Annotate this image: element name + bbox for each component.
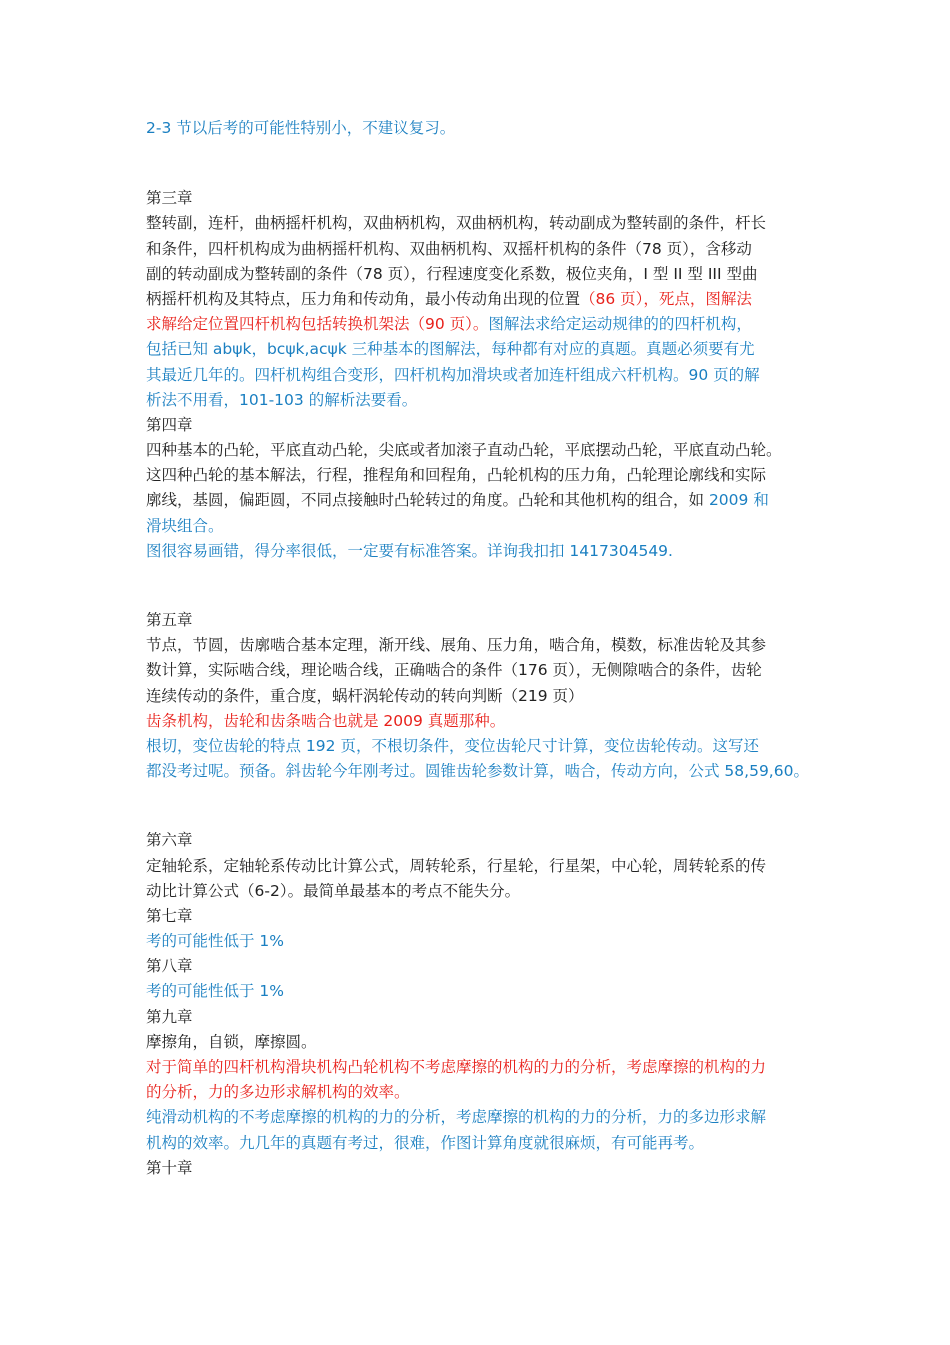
chapter-5-line-4: 齿条机构，齿轮和齿条啮合也就是 2009 真题那种。 bbox=[146, 711, 506, 730]
chapter-4-line-1: 四种基本的凸轮，平底直动凸轮，尖底或者加滚子直动凸轮，平底摆动凸轮，平底直动凸轮。 bbox=[146, 441, 782, 460]
chapter-4-line-5: 图很容易画错，得分率很低，一定要有标准答案。详询我扣扣 1417304549. bbox=[146, 541, 673, 560]
chapter-5-line-1: 节点，节圆，齿廓啮合基本定理，渐开线、展角、压力角，啮合角，模数，标准齿轮及其参 bbox=[146, 636, 767, 655]
chapter-6-heading: 第六章 bbox=[146, 831, 193, 850]
chapter-3-line-2: 和条件，四杆机构成为曲柄摇杆机构、双曲柄机构、双摇杆机构的条件（78 页），含移动 bbox=[146, 239, 752, 258]
chapter-4-line-2: 这四种凸轮的基本解法，行程，推程角和回程角，凸轮机构的压力角，凸轮理论廓线和实际 bbox=[146, 466, 767, 485]
chapter-5-line-5: 根切，变位齿轮的特点 192 页，不根切条件，变位齿轮尺寸计算，变位齿轮传动。这写还 bbox=[146, 736, 759, 755]
chapter-7-line-1: 考的可能性低于 1% bbox=[146, 932, 285, 951]
chapter-3-line-7: 其最近几年的。四杆机构组合变形，四杆机构加滑块或者加连杆组成六杆机构。90 页的解 bbox=[146, 365, 760, 384]
chapter-4-line-3-note: 2009 和 bbox=[704, 491, 769, 510]
chapter-6-line-1: 定轴轮系，定轴轮系传动比计算公式，周转轮系，行星轮，行星架，中心轮，周转轮系的传 bbox=[146, 856, 767, 875]
chapter-3-heading: 第三章 bbox=[146, 189, 193, 208]
chapter-8-heading: 第八章 bbox=[146, 957, 193, 976]
spacer bbox=[146, 784, 810, 828]
chapter-3-line-3: 副的转动副成为整转副的条件（78 页），行程速度变化系数，极位夹角，I 型 II 型 III 型曲 bbox=[146, 264, 758, 283]
chapter-4-heading: 第四章 bbox=[146, 415, 193, 434]
chapter-4-line-4: 滑块组合。 bbox=[146, 516, 224, 535]
chapter-10-heading: 第十章 bbox=[146, 1158, 193, 1177]
chapter-5-line-3: 连续传动的条件，重合度，蜗杆涡轮传动的转向判断（219 页） bbox=[146, 686, 584, 705]
chapter-3-line-5 bbox=[146, 312, 810, 337]
chapter-5-line-2: 数计算，实际啮合线，理论啮合线，正确啮合的条件（176 页），无侧隙啮合的条件，齿轮 bbox=[146, 661, 762, 680]
chapter-9-line-5: 机构的效率。九几年的真题有考过，很难，作图计算角度就很麻烦，有可能再考。 bbox=[146, 1133, 705, 1152]
chapter-9-line-2: 对于简单的四杆机构滑块机构凸轮机构不考虑摩擦的机构的力的分析，考虑摩擦的机构的力 bbox=[146, 1058, 767, 1076]
chapter-9-heading: 第九章 bbox=[146, 1007, 193, 1026]
chapter-4-line-3 bbox=[146, 488, 810, 513]
chapter-3-line-4-highlight: （86 页），死点，图解法 bbox=[580, 289, 752, 308]
chapter-8-line-1: 考的可能性低于 1% bbox=[146, 982, 285, 1001]
chapter-9-line-3: 的分析，力的多边形求解机构的效率。 bbox=[146, 1083, 410, 1102]
chapter-5-heading: 第五章 bbox=[146, 611, 193, 629]
chapter-3-line-4-text: 柄摇杆机构及其特点，压力角和传动角，最小传动角出现的位置 bbox=[146, 289, 581, 308]
document-page bbox=[146, 116, 810, 1181]
chapter-9-line-4: 纯滑动机构的不考虑摩擦的机构的力的分析，考虑摩擦的机构的力的分析，力的多边形求解 bbox=[146, 1108, 767, 1127]
chapter-9-line-1: 摩擦角，自锁，摩擦圆。 bbox=[146, 1032, 317, 1051]
chapter-3-line-5-note: 图解法求给定运动规律的的四杆机构， bbox=[488, 315, 752, 334]
chapter-5-line-6: 都没考过呢。预备。斜齿轮今年刚考过。圆锥齿轮参数计算，啮合，传动方向，公式 58,59,60。 bbox=[146, 762, 809, 781]
chapter-3-line-5-highlight: 求解给定位置四杆机构包括转换机架法（90 页）。 bbox=[146, 315, 489, 334]
chapter-3-line-1: 整转副，连杆，曲柄摇杆机构，双曲柄机构，双曲柄机构，转动副成为整转副的条件，杆长 bbox=[146, 214, 767, 233]
chapter-3-line-6: 包括已知 abψk，bcψk,acψk 三种基本的图解法，每种都有对应的真题。真题必须要有尤 bbox=[146, 340, 755, 359]
chapter-7-heading: 第七章 bbox=[146, 906, 193, 925]
intro-note: 2-3 节以后考的可能性特别小，不建议复习。 bbox=[146, 119, 456, 137]
chapter-3-line-8: 析法不用看，101-103 的解析法要看。 bbox=[146, 390, 418, 409]
chapter-6-line-2: 动比计算公式（6-2）。最简单最基本的考点不能失分。 bbox=[146, 881, 521, 900]
spacer bbox=[146, 564, 810, 608]
spacer bbox=[146, 141, 810, 186]
chapter-4-line-3-text: 廓线，基圆，偏距圆，不同点接触时凸轮转过的角度。凸轮和其他机构的组合，如 bbox=[146, 491, 705, 510]
chapter-3-line-4 bbox=[146, 287, 810, 312]
